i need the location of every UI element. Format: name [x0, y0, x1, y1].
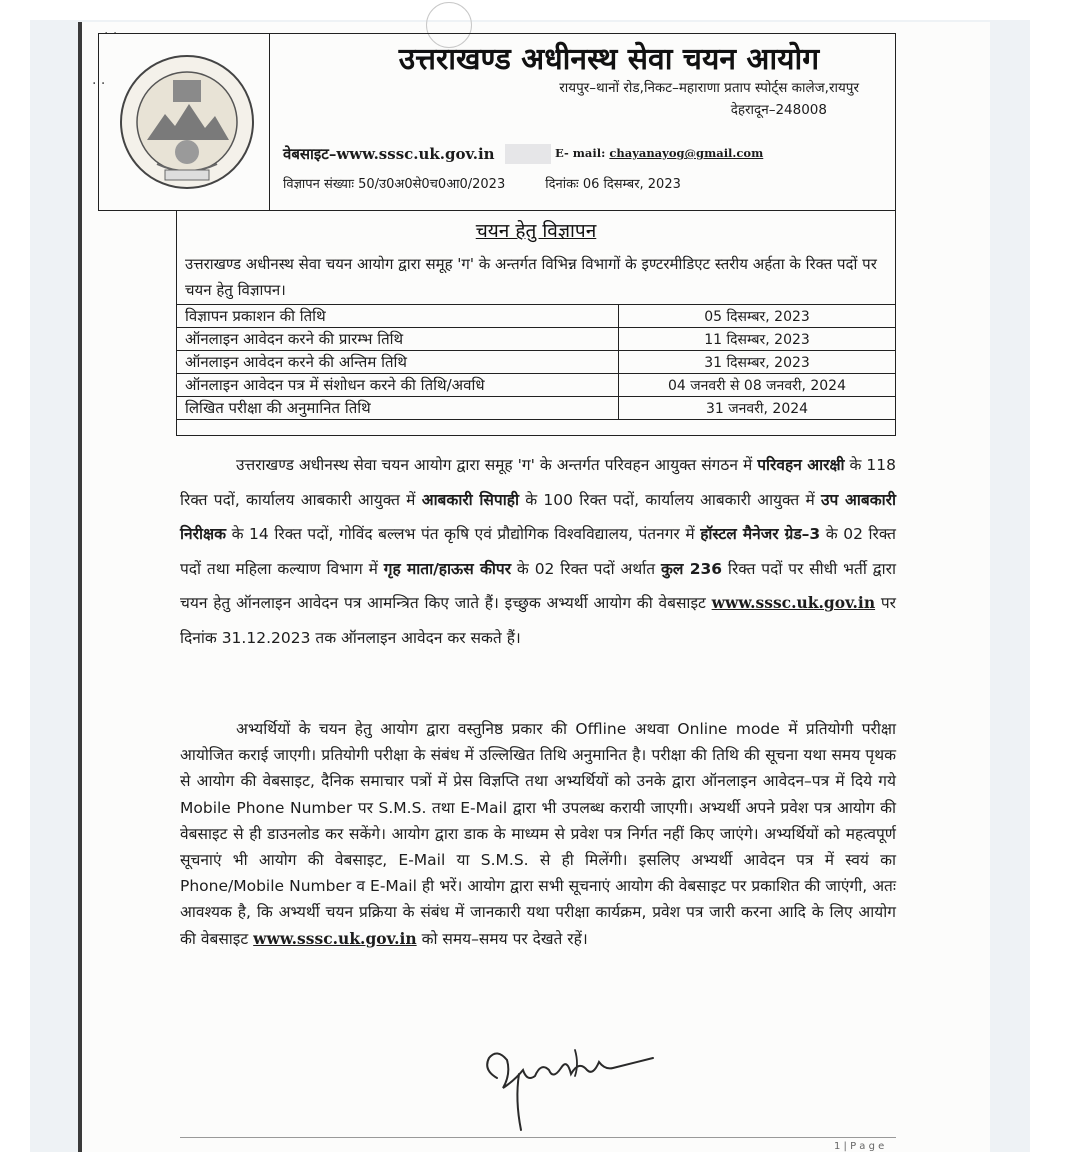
date-label: ऑनलाइन आवेदन पत्र में संशोधन करने की तिथि/अवधि: [177, 374, 619, 397]
date-label: ऑनलाइन आवेदन करने की अन्तिम तिथि: [177, 351, 619, 374]
table-row: [177, 374, 896, 397]
post-name: हॉस्टल मैनेजर ग्रेड–3: [700, 525, 821, 544]
date-label: विज्ञापन प्रकाशन की तिथि: [177, 305, 619, 328]
post-name: गृह माता/हाऊस कीपर: [383, 559, 512, 578]
scan-speck: · ·: [92, 76, 106, 92]
advertisement-number: विज्ञापन संख्याः 50/उ0अ0से0च0आ0/2023: [283, 177, 506, 192]
website-link[interactable]: www.sssc.uk.gov.in: [711, 593, 876, 613]
emblem-logo: [117, 52, 257, 192]
advertisement-date: दिनांकः 06 दिसम्बर, 2023: [545, 177, 681, 192]
date-value: 11 दिसम्बर, 2023: [619, 328, 896, 351]
logo-cell: [99, 34, 270, 210]
office-address: [359, 77, 859, 121]
date-label: लिखित परीक्षा की अनुमानित तिथि: [177, 397, 619, 420]
address-line: देहरादून–248008: [730, 102, 827, 118]
total-posts: कुल 236: [660, 559, 723, 578]
post-name: उप आबकारी निरीक्षक: [180, 490, 896, 544]
email-label: E- mail:: [555, 146, 606, 160]
date-value: 04 जनवरी से 08 जनवरी, 2024: [619, 374, 896, 397]
table-row: [177, 351, 896, 374]
website-link[interactable]: www.sssc.uk.gov.in: [253, 928, 417, 948]
handwritten-signature: [475, 1040, 675, 1140]
website-line: वेबसाइट–www.sssc.uk.gov.in: [283, 145, 495, 163]
advertisement-number-line: [283, 174, 681, 192]
post-name: परिवहन आरक्षी: [757, 456, 845, 474]
email-line: [555, 146, 763, 160]
table-row: [177, 305, 896, 328]
redacted-area: [505, 144, 551, 164]
table-row: [177, 397, 896, 420]
advertisement-box: [176, 210, 896, 436]
organization-title: उत्तराखण्ड अधीनस्थ सेवा चयन आयोग: [398, 42, 820, 77]
email-address: chayanayog@gmail.com: [609, 146, 764, 160]
footer-rule: [180, 1137, 896, 1138]
date-value: 31 जनवरी, 2024: [619, 397, 896, 420]
advertisement-description: उत्तराखण्ड अधीनस्थ सेवा चयन आयोग द्वारा समूह 'ग' के अन्तर्गत विभिन्न विभागों के इण्टरमीडिएट स्तरीय अर्हता के रिक्त पदों पर चयन हेतु विज्ञापन।: [185, 255, 877, 299]
date-value: 31 दिसम्बर, 2023: [619, 351, 896, 374]
table-row: [177, 328, 896, 351]
date-value: 05 दिसम्बर, 2023: [619, 305, 896, 328]
letterhead: [98, 33, 896, 211]
important-dates-table: [176, 304, 896, 420]
scan-speck: · ·: [104, 26, 118, 42]
address-line: रायपुर–थानों रोड,निकट–महाराणा प्रताप स्पोर्ट्स कालेज,रायपुर: [559, 80, 859, 96]
page-number: 1 | P a g e: [834, 1141, 885, 1152]
post-name: आबकारी सिपाही: [421, 490, 519, 509]
advertisement-heading: चयन हेतु विज्ञापन: [475, 220, 597, 242]
exam-info-paragraph: अभ्यर्थियों के चयन हेतु आयोग द्वारा वस्तुनिष्ठ प्रकार की Offline अथवा Online mode में प्रतियोगी परीक्षा आयोजित कराई जाएगी। प्रतियोगी परीक्षा के संबंध में उल्लिखित तिथि अनुमानित है। परीक्षा की तिथि की सूचना यथा समय पृथक से आयोग की वेबसाइट, दैनिक समाचार पत्रों में प्रेस विज्ञप्ति तथा अभ्यर्थियों को उनके द्वारा ऑनलाइन आवेदन–पत्र में दिये गये Mobile Phone Number पर S.M.S. तथा E-Mail द्वारा भी उपलब्ध करायी जाएगी। अभ्यर्थी अपने प्रवेश पत्र आयोग की वेबसाइट से ही डाउनलोड कर सकेंगे। आयोग द्वारा डाक के माध्यम से प्रवेश पत्र निर्गत नहीं किए जाएंगे। अभ्यर्थियों को महत्वपूर्ण सूचनाएं भी आयोग की वेबसाइट, E-Mail या S.M.S. से ही मिलेंगी। इसलिए अभ्यर्थी आवेदन पत्र में स्वयं का Phone/Mobile Number व E-Mail ही भरें। आयोग द्वारा सभी सूचनाएं आयोग की वेबसाइट पर प्रकाशित की जाएंगी, अतः आवश्यक है, कि अभ्यर्थी चयन प्रक्रिया के संबंध में जानकारी यथा परीक्षा कार्यक्रम, प्रवेश पत्र जारी करना आदि के लिए आयोग की वेबसाइट www.sssc.uk.gov.in को समय–समय पर देखते रहें।: [180, 720, 896, 948]
vacancy-paragraph: उत्तराखण्ड अधीनस्थ सेवा चयन आयोग द्वारा समूह 'ग' के अन्तर्गत परिवहन आयुक्त संगठन में परिवहन आरक्षी के 118 रिक्त पदों, कार्यालय आबकारी आयुक्त में आबकारी सिपाही के 100 रिक्त पदों, कार्यालय आबकारी आयुक्त में उप आबकारी निरीक्षक के 14 रिक्त पदों, गोविंद बल्लभ पंत कृषि एवं प्रौद्योगिक विश्वविद्यालय, पंतनगर में हॉस्टल मैनेजर ग्रेड–3 के 02 रिक्त पदों तथा महिला कल्याण विभाग में गृह माता/हाऊस कीपर के 02 रिक्त पदों अर्थात कुल 236 रिक्त पदों पर सीधी भर्ती द्वारा चयन हेतु ऑनलाइन आवेदन पत्र आमन्त्रित किए जाते हैं। इच्छुक अभ्यर्थी आयोग की वेबसाइट www.sssc.uk.gov.in पर दिनांक 31.12.2023 तक ऑनलाइन आवेदन कर सकते हैं।: [180, 456, 896, 647]
date-label: ऑनलाइन आवेदन करने की प्रारम्भ तिथि: [177, 328, 619, 351]
